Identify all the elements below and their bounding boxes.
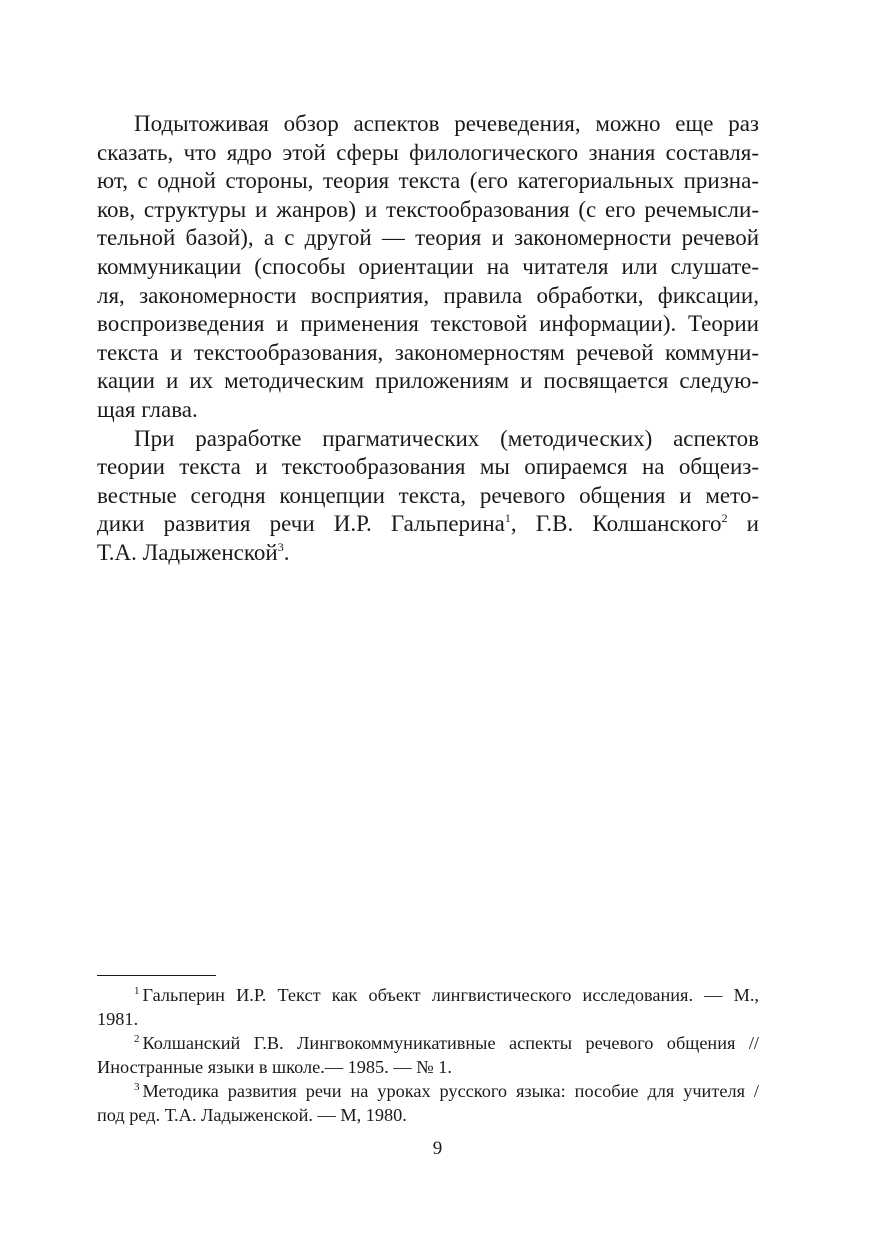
text-line: кации и их методическим приложениям и посвящается следую- (97, 368, 759, 394)
footnote-line (97, 1031, 759, 1055)
footnote-text: Гальперин И.Р. Текст как объект лингвистического исследования. — М., (142, 985, 759, 1005)
footnote-text: Методика развития речи на уроках русского языка: пособие для учителя / (142, 1081, 759, 1101)
footnote-ref-3[interactable]: 3 (277, 539, 284, 554)
text-line: теории текста и текстообразования мы опираемся на общеиз- (97, 454, 759, 480)
footnote-line (97, 983, 759, 1007)
text-line: ля, закономерности восприятия, правила обработки, фиксации, (97, 282, 759, 308)
footnote-line: Иностранные языки в школе.— 1985. — № 1. (97, 1057, 452, 1077)
footnote-ref-2[interactable]: 2 (721, 511, 728, 526)
text-fragment: Т.А. Ладыженской (97, 539, 278, 565)
paragraph-2 (97, 425, 759, 568)
footnote-line (97, 1079, 759, 1103)
footnote-ref-1[interactable]: 1 (504, 511, 511, 526)
footnote-3 (97, 1079, 759, 1127)
footnote-1 (97, 983, 759, 1031)
text-line: Подытоживая обзор аспектов речеведения, можно еще раз (134, 111, 759, 136)
text-fragment: , Г.В. Колшанского (510, 511, 722, 537)
text-line: коммуникации (способы ориентации на читателя или слушате- (97, 253, 759, 279)
footnote-marker: 3 (134, 1081, 140, 1093)
text-line: При разработке прагматических (методических) аспектов (134, 425, 759, 451)
text-line: ют, с одной стороны, теория текста (его категориальных призна- (97, 168, 759, 194)
footnote-line: под ред. Т.А. Ладыженской. — М, 1980. (97, 1105, 407, 1125)
text-line: ков, структуры и жанров) и текстообразования (с его речемысли- (97, 196, 759, 222)
text-line: сказать, что ядро этой сферы филологического знания составля- (97, 139, 759, 165)
paragraph-1 (97, 110, 759, 425)
footnote-divider (97, 975, 216, 976)
text-line: текста и текстообразования, закономерностям речевой коммуни- (97, 339, 759, 365)
footnote-marker: 2 (134, 1033, 140, 1045)
text-fragment: дики развития речи И.Р. Гальперина (97, 511, 505, 537)
footnote-line: 1981. (97, 1009, 139, 1029)
text-fragment: . (283, 539, 290, 565)
footnote-text: Колшанский Г.В. Лингвокоммуникативные аспекты речевого общения // (142, 1033, 759, 1053)
footnote-marker: 1 (134, 985, 140, 997)
footnote-2 (97, 1031, 759, 1079)
text-line: воспроизведения и применения текстовой информации). Теории (97, 311, 759, 337)
text-fragment: и (727, 511, 759, 537)
footnotes (97, 983, 759, 1127)
text-line: вестные сегодня концепции текста, речевого общения и мето- (97, 482, 759, 508)
main-text (97, 110, 759, 568)
text-line-with-reference (97, 539, 759, 568)
page-number: 9 (432, 1138, 443, 1159)
text-line: тельной базой), а с другой — теория и закономерности речевой (97, 225, 759, 251)
text-line: щая глава. (97, 396, 198, 422)
text-line-with-references (97, 510, 759, 539)
